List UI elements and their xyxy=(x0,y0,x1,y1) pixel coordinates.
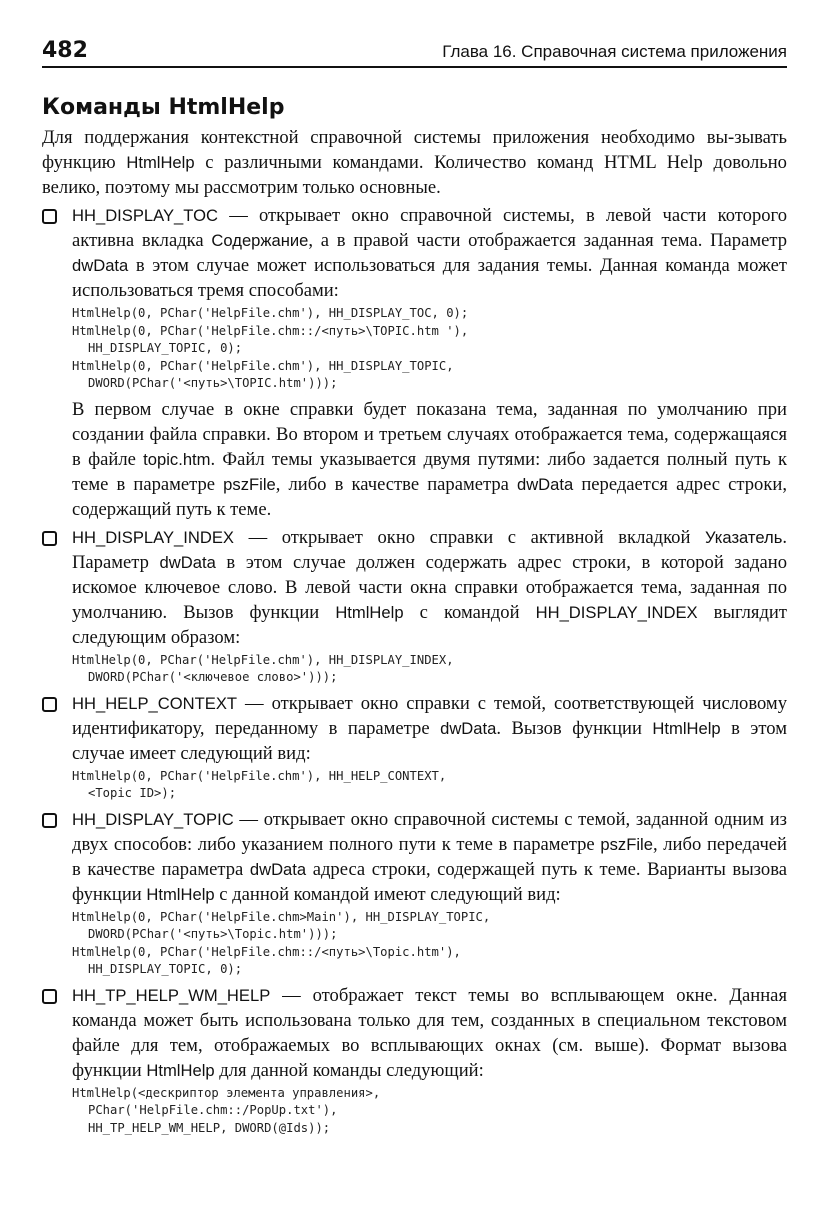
item-text: . Файл темы указывается двумя путями: либо задается полный путь к теме в параметре xyxy=(72,448,788,495)
code-line: <Topic ID>); xyxy=(88,786,177,800)
code-line: PChar('HelpFile.chm::/PopUp.txt'), xyxy=(88,1103,338,1117)
item-text: В первом случае в окне справки будет показана тема, заданная по умолчанию при создании файла справки. Во втором и третьем случаях отображается тема, содержащаяся в файле xyxy=(72,398,787,470)
checkbox-bullet-icon xyxy=(42,697,57,712)
item-text: . Вызов функции xyxy=(496,717,653,739)
checkbox-bullet-icon xyxy=(42,813,57,828)
item-text: с данной командой имеют следующий вид: xyxy=(214,883,561,905)
item-text: — отображает текст темы во всплывающем окне. Данная команда может быть использована только для тем, созданных в специальном текстовом файле для тем, отображаемых во всплывающих окнах (см. выше). Формат вызова функции xyxy=(72,984,787,1081)
item-description xyxy=(72,525,787,650)
code-line: DWORD(PChar('<путь>\Topic.htm'))); xyxy=(88,927,338,941)
item-text: — открывает окно справки с темой, соответствующей числовому идентификатору, переданному в параметре xyxy=(72,692,787,739)
item-text: в этом случае имеет следующий вид: xyxy=(72,717,787,764)
command-name: HH_DISPLAY_INDEX xyxy=(72,527,234,547)
item-description xyxy=(72,203,787,303)
page-body xyxy=(42,125,787,1141)
command-name: HH_TP_HELP_WM_HELP xyxy=(72,985,271,1005)
command-name: HH_DISPLAY_TOC xyxy=(72,206,219,225)
function-name: HtmlHelp xyxy=(652,718,721,738)
command-name: HH_HELP_CONTEXT xyxy=(72,693,238,713)
code-line: DWORD(PChar('<путь>\TOPIC.htm'))); xyxy=(88,376,338,390)
list-item-hh-display-topic xyxy=(42,807,787,979)
code-line: HH_DISPLAY_TOPIC, 0); xyxy=(88,341,243,355)
intro-paragraph xyxy=(42,125,787,200)
item-description xyxy=(72,983,787,1083)
parameter-name: dwData xyxy=(516,474,574,494)
item-text: выглядит следующим образом: xyxy=(72,601,787,648)
code-line: HtmlHelp(0, PChar('HelpFile.chm::/<путь>\Topic.htm'), xyxy=(72,944,461,959)
checkbox-bullet-icon xyxy=(42,531,57,546)
code-block xyxy=(72,909,787,979)
code-line: HtmlHelp(0, PChar('HelpFile.chm'), HH_DISPLAY_TOC, 0); xyxy=(72,306,469,320)
function-name: HtmlHelp xyxy=(146,884,215,904)
page-number: 482 xyxy=(42,38,88,63)
code-line: HtmlHelp(0, PChar('HelpFile.chm::/<путь>\TOPIC.htm '), xyxy=(72,323,469,338)
code-block xyxy=(72,1085,787,1138)
code-line: DWORD(PChar('<ключевое слово>'))); xyxy=(88,670,338,684)
code-line: HtmlHelp(0, PChar('HelpFile.chm'), HH_DISPLAY_INDEX, xyxy=(72,652,454,667)
parameter-name: dwData xyxy=(249,859,307,879)
item-text: передается адрес строки, содержащий путь к теме. xyxy=(72,473,787,520)
list-item-hh-tp-help-wm-help xyxy=(42,983,787,1083)
checkbox-bullet-icon xyxy=(42,209,57,224)
code-block xyxy=(72,768,787,803)
item-text: в этом случае должен содержать адрес строки, в которой задано искомое ключевое слово. В левой части окна справки отображается тема, заданная по умолчанию. Вызов функции xyxy=(72,551,787,623)
command-name: HH_DISPLAY_TOPIC xyxy=(72,809,234,829)
running-header xyxy=(42,38,787,68)
list-item-hh-display-index xyxy=(42,525,787,687)
item-text: для данной команды следующий: xyxy=(214,1059,484,1081)
intro-function-name: HtmlHelp xyxy=(126,153,195,172)
item-text: адреса строки, содержащей путь к теме. Варианты вызова функции xyxy=(72,858,788,905)
item-text: , либо передачей в качестве параметра xyxy=(72,833,787,880)
parameter-name: dwData xyxy=(440,718,497,738)
code-line: HtmlHelp(0, PChar('HelpFile.chm>Main'), HH_DISPLAY_TOPIC, xyxy=(72,909,491,924)
intro-text: Help довольно велико, поэтому мы рассмотрим только основные. xyxy=(42,152,787,198)
intro-text: с различными командами. Количество команд HTML xyxy=(194,152,656,173)
code-line: HH_DISPLAY_TOPIC, 0); xyxy=(88,962,243,976)
section-title: Команды HtmlHelp xyxy=(42,95,285,120)
item-text: — открывает окно справочной системы с темой, заданной одним из двух способов: либо указанием полного пути к теме в параметре xyxy=(72,808,787,855)
list-item-hh-display-toc xyxy=(42,203,787,522)
parameter-name: pszFile xyxy=(600,834,653,854)
parameter-name: dwData xyxy=(72,256,129,275)
code-line: HtmlHelp(<дескриптор элемента управления>, xyxy=(72,1085,381,1100)
code-line: HtmlHelp(0, PChar('HelpFile.chm'), HH_DISPLAY_TOPIC, xyxy=(72,358,454,373)
code-line: HtmlHelp(0, PChar('HelpFile.chm'), HH_HELP_CONTEXT, xyxy=(72,768,447,783)
tab-name: Указатель xyxy=(704,527,783,547)
item-text: — открывает окно справочной системы, в левой части которого активна вкладка xyxy=(72,205,787,251)
item-text: . Параметр xyxy=(72,526,787,573)
code-line: HH_TP_HELP_WM_HELP, DWORD(@Ids)); xyxy=(88,1120,331,1135)
command-name: HH_DISPLAY_INDEX xyxy=(535,602,698,622)
item-text: с командой xyxy=(403,601,536,623)
item-description xyxy=(72,691,787,766)
code-block xyxy=(72,305,787,393)
intro-text: зывать функцию xyxy=(42,127,787,173)
parameter-name: pszFile xyxy=(223,474,276,494)
item-description xyxy=(72,807,787,907)
tab-name: Содержание xyxy=(211,231,309,250)
item-text: , а в правой части отображается заданная тема. Параметр xyxy=(308,230,787,251)
code-block xyxy=(72,652,787,687)
item-explanation xyxy=(72,397,787,522)
intro-text: Для поддержания контекстной справочной системы приложения необходимо вы- xyxy=(42,127,735,148)
item-text: , либо в качестве параметра xyxy=(275,473,517,495)
file-name: topic.htm xyxy=(143,449,211,469)
checkbox-bullet-icon xyxy=(42,989,57,1004)
list-item-hh-help-context xyxy=(42,691,787,803)
function-name: HtmlHelp xyxy=(335,602,404,622)
item-text: — открывает окно справки с активной вкладкой xyxy=(234,526,705,548)
item-text: в этом случае может использоваться для задания темы. Данная команда может использоваться тремя способами: xyxy=(72,255,787,301)
chapter-title: Глава 16. Справочная система приложения xyxy=(442,42,787,61)
function-name: HtmlHelp xyxy=(146,1060,215,1080)
parameter-name: dwData xyxy=(159,552,216,572)
